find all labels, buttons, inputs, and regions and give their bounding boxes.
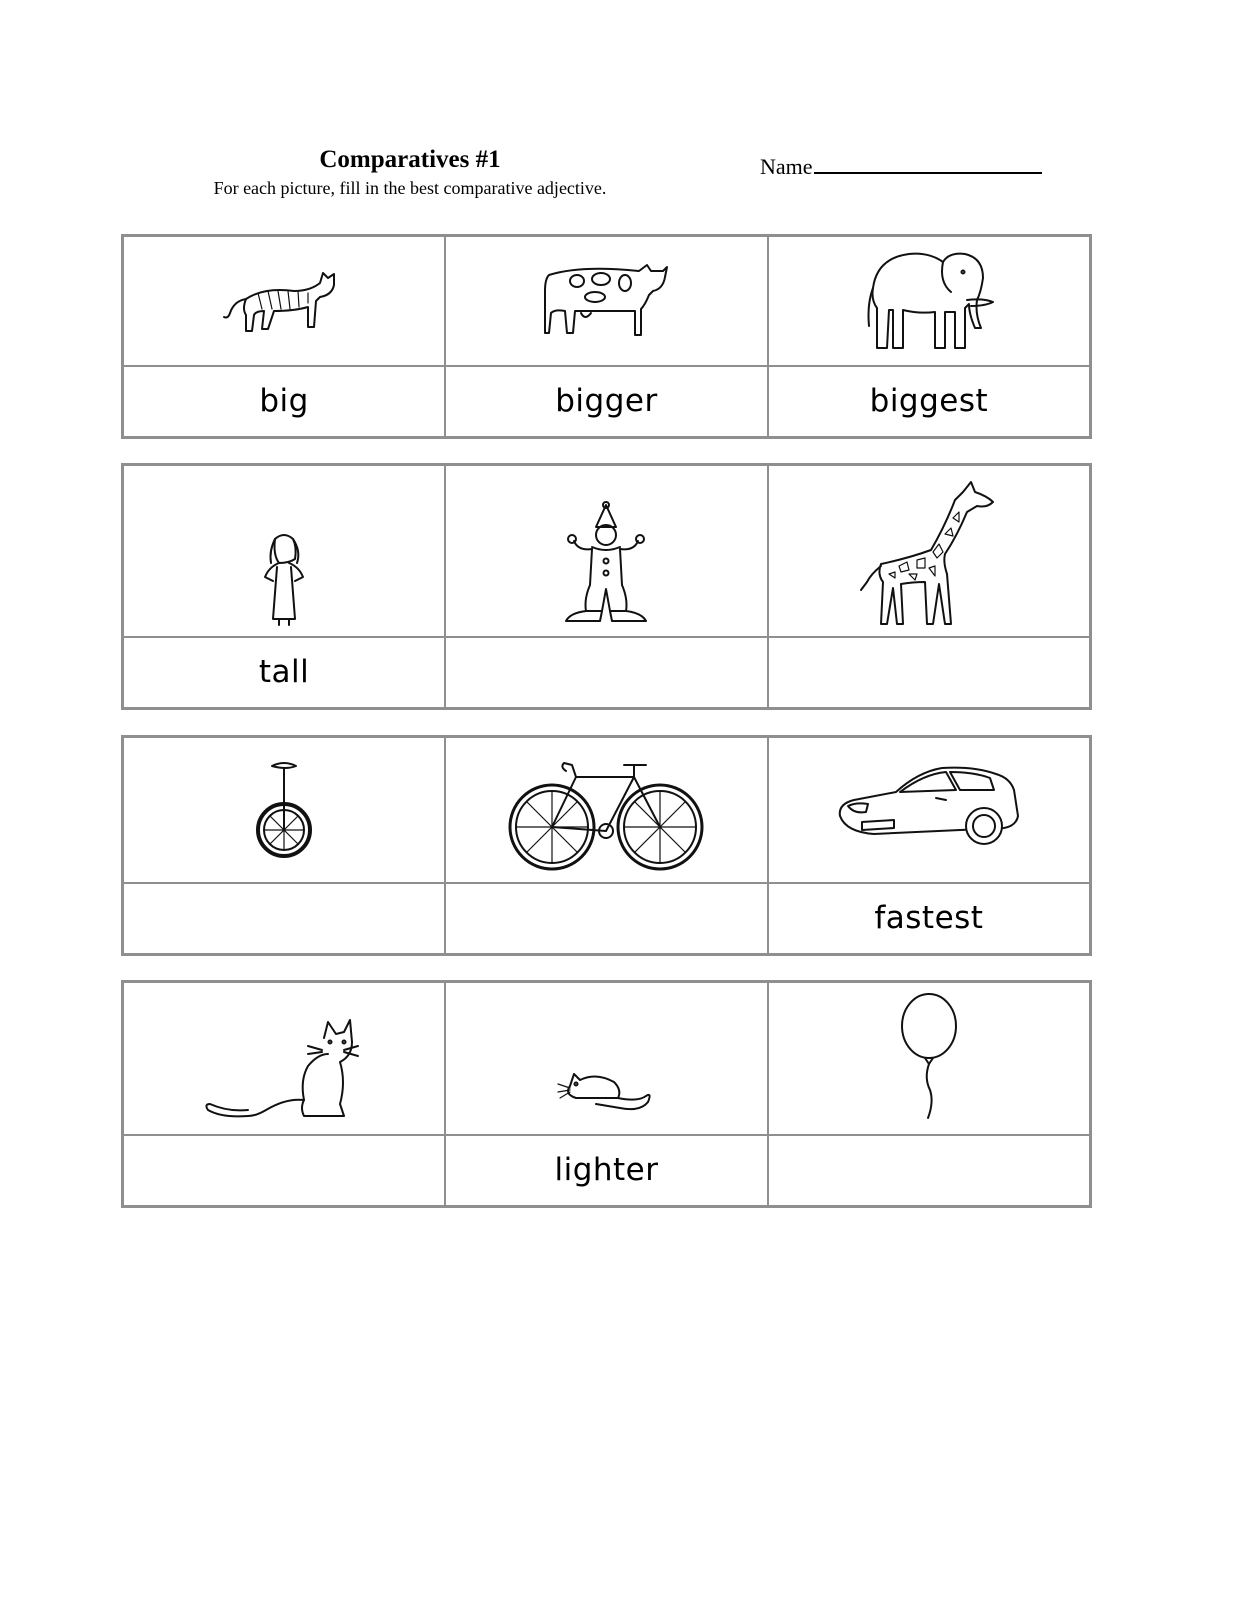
answer-cell[interactable]: [123, 1135, 446, 1207]
girl-icon: [259, 533, 309, 628]
name-field[interactable]: [760, 150, 1042, 180]
answer-cell[interactable]: biggest: [768, 366, 1091, 438]
picture-cell: [768, 236, 1091, 366]
answer-cell[interactable]: [768, 1135, 1091, 1207]
name-blank-line[interactable]: [814, 150, 1042, 174]
comparison-table-fast: [121, 735, 1092, 956]
picture-cell: [123, 236, 446, 366]
answer-cell[interactable]: tall: [123, 637, 446, 709]
answer-cell[interactable]: [445, 637, 768, 709]
car-icon: [834, 760, 1024, 860]
answer-cell[interactable]: lighter: [445, 1135, 768, 1207]
picture-cell: [768, 465, 1091, 637]
picture-cell: [445, 737, 768, 883]
unicycle-icon: [254, 760, 314, 860]
cat-icon: [204, 1020, 364, 1120]
giraffe-icon: [859, 478, 999, 628]
mouse-icon: [556, 1066, 656, 1116]
tiger-icon: [224, 261, 344, 341]
name-label: Name: [760, 154, 813, 179]
picture-cell: [123, 737, 446, 883]
comparison-table-big: [121, 234, 1092, 439]
worksheet-instructions: For each picture, fill in the best comparative adjective.: [213, 178, 607, 198]
clown-icon: [556, 503, 656, 628]
answer-cell[interactable]: big: [123, 366, 446, 438]
balloon-icon: [894, 992, 964, 1122]
picture-cell: [445, 236, 768, 366]
answer-cell[interactable]: fastest: [768, 883, 1091, 955]
answer-cell[interactable]: [768, 637, 1091, 709]
picture-cell: [768, 982, 1091, 1135]
picture-cell: [768, 737, 1091, 883]
answer-cell[interactable]: [445, 883, 768, 955]
comparison-table-light: [121, 980, 1092, 1208]
picture-cell: [445, 982, 768, 1135]
answer-cell[interactable]: [123, 883, 446, 955]
answer-cell[interactable]: bigger: [445, 366, 768, 438]
picture-cell: [123, 982, 446, 1135]
cow-icon: [541, 261, 671, 341]
bicycle-icon: [506, 747, 706, 872]
worksheet-title: Comparatives #1: [319, 146, 501, 173]
elephant-icon: [859, 248, 999, 353]
picture-cell: [445, 465, 768, 637]
picture-cell: [123, 465, 446, 637]
comparison-table-tall: [121, 463, 1092, 710]
